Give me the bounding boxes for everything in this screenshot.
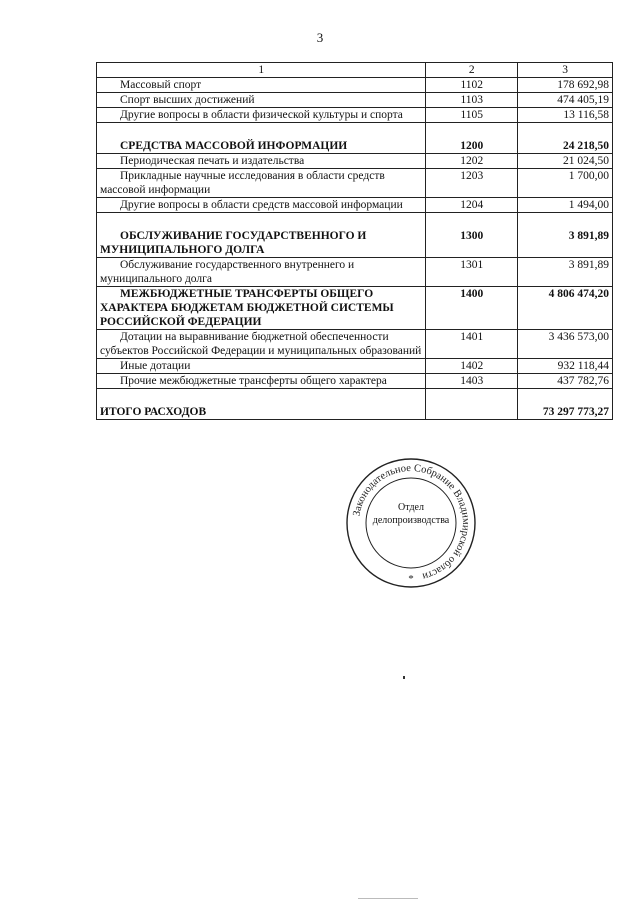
table-row (97, 154, 613, 169)
table-row (97, 287, 613, 330)
stamp-ring-text: Законодательное Собрание Владимирской области (351, 462, 472, 582)
row-name: Спорт высших достижений (97, 93, 426, 108)
row-name: Дотации на выравнивание бюджетной обеспеченности субъектов Российской Федерации и муниципальных образований (97, 330, 426, 359)
row-amount: 4 806 474,20 (518, 287, 613, 330)
table-row (97, 198, 613, 213)
total-code (426, 389, 518, 420)
row-amount: 474 405,19 (518, 93, 613, 108)
row-name: Другие вопросы в области средств массовой информации (97, 198, 426, 213)
row-name: Иные дотации (97, 359, 426, 374)
row-amount: 437 782,76 (518, 374, 613, 389)
row-name: Массовый спорт (97, 78, 426, 93)
row-name: Прочие межбюджетные трансферты общего характера (97, 374, 426, 389)
table-row (97, 93, 613, 108)
row-amount: 13 116,58 (518, 108, 613, 123)
total-label: ИТОГО РАСХОДОВ (97, 389, 426, 420)
column-header-1: 1 (97, 63, 426, 78)
row-code: 1401 (426, 330, 518, 359)
row-amount: 1 700,00 (518, 169, 613, 198)
row-amount: 24 218,50 (518, 123, 613, 154)
stamp-line-2: делопроизводства (372, 515, 450, 526)
row-code: 1403 (426, 374, 518, 389)
row-code: 1402 (426, 359, 518, 374)
page-number: 3 (316, 30, 324, 45)
row-name: СРЕДСТВА МАССОВОЙ ИНФОРМАЦИИ (97, 123, 426, 154)
table-row (97, 108, 613, 123)
table-row (97, 359, 613, 374)
budget-table (96, 62, 613, 420)
row-amount: 3 891,89 (518, 213, 613, 258)
row-code: 1200 (426, 123, 518, 154)
stamp-line-1: Отдел (398, 502, 424, 513)
table-row (97, 169, 613, 198)
row-name: ОБСЛУЖИВАНИЕ ГОСУДАРСТВЕННОГО И МУНИЦИПАЛЬНОГО ДОЛГА (97, 213, 426, 258)
row-name: Прикладные научные исследования в области средств массовой информации (97, 169, 426, 198)
table-row (97, 258, 613, 287)
table-row (97, 78, 613, 93)
row-code: 1301 (426, 258, 518, 287)
row-amount: 932 118,44 (518, 359, 613, 374)
row-code: 1103 (426, 93, 518, 108)
row-name: МЕЖБЮДЖЕТНЫЕ ТРАНСФЕРТЫ ОБЩЕГО ХАРАКТЕРА БЮДЖЕТАМ БЮДЖЕТНОЙ СИСТЕМЫ РОССИЙСКОЙ ФЕДЕРАЦИИ (97, 287, 426, 330)
table-row (97, 123, 613, 154)
row-name: Другие вопросы в области физической культуры и спорта (97, 108, 426, 123)
column-header-3: 3 (518, 63, 613, 78)
row-code: 1400 (426, 287, 518, 330)
ink-dot (403, 676, 405, 679)
row-code: 1102 (426, 78, 518, 93)
row-amount: 3 891,89 (518, 258, 613, 287)
row-code: 1300 (426, 213, 518, 258)
column-header-2: 2 (426, 63, 518, 78)
row-name: Периодическая печать и издательства (97, 154, 426, 169)
stamp-label (344, 501, 478, 527)
row-amount: 178 692,98 (518, 78, 613, 93)
table-header-row (97, 63, 613, 78)
table-row (97, 330, 613, 359)
row-name: Обслуживание государственного внутреннего и муниципального долга (97, 258, 426, 287)
row-amount: 21 024,50 (518, 154, 613, 169)
row-code: 1105 (426, 108, 518, 123)
stamp-star-icon: * (408, 573, 414, 585)
row-code: 1203 (426, 169, 518, 198)
total-row (97, 389, 613, 420)
table-body (97, 78, 613, 389)
table-row (97, 374, 613, 389)
total-amount: 73 297 773,27 (518, 389, 613, 420)
row-code: 1202 (426, 154, 518, 169)
row-code: 1204 (426, 198, 518, 213)
department-stamp (344, 456, 478, 590)
footer-rule (358, 898, 418, 899)
table-row (97, 213, 613, 258)
row-amount: 3 436 573,00 (518, 330, 613, 359)
row-amount: 1 494,00 (518, 198, 613, 213)
